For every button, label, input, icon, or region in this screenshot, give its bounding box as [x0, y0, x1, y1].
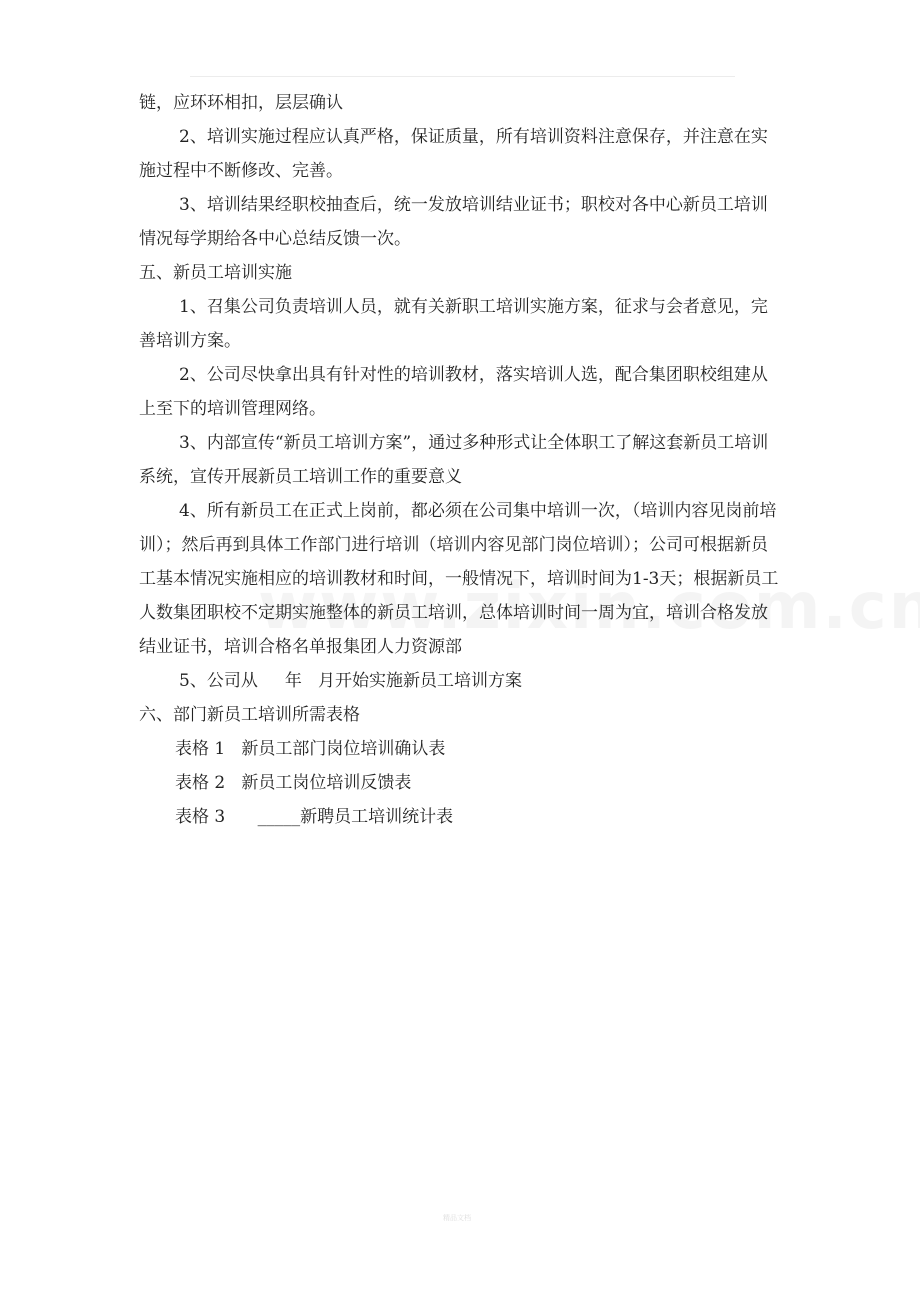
text-line: 2、公司尽快拿出具有针对性的培训教材，落实培训人选，配合集团职校组建从上至下的培训管理网络。	[139, 365, 768, 419]
table-reference: 表格 2 新员工岗位培训反馈表	[175, 773, 412, 793]
text-line: 链，应环环相扣，层层确认	[139, 93, 343, 113]
text-line: 4、所有新员工在正式上岗前，都必须在公司集中培训一次，（培训内容见岗前培训）；然后再到具体工作部门进行培训（培训内容见部门岗位培训）；公司可根据新员工基本情况实施相应的培训教材和时间，一般情况下，培训时间为1-3天；根据新员工人数集团职校不定期实施整体的新员工培训，总体培训时间一周为宜，培训合格发放结业证书，培训合格名单报集团人力资源部	[139, 501, 779, 657]
table-reference: 表格 3 _____新聘员工培训统计表	[175, 807, 454, 827]
table-reference: 表格 1 新员工部门岗位培训确认表	[175, 739, 446, 759]
document-body	[139, 86, 784, 834]
text-line: 3、培训结果经职校抽查后，统一发放培训结业证书；职校对各中心新员工培训情况每学期给各中心总结反馈一次。	[139, 195, 768, 249]
text-line: 1、召集公司负责培训人员，就有关新职工培训实施方案，征求与会者意见，完善培训方案。	[139, 297, 768, 351]
text-line: 3、内部宣传“新员工培训方案”，通过多种形式让全体职工了解这套新员工培训系统，宣传开展新员工培训工作的重要意义	[139, 433, 769, 487]
section-heading: 六、部门新员工培训所需表格	[139, 705, 360, 725]
header-rule	[190, 76, 735, 77]
footer-mark: 精品文档	[443, 1214, 471, 1222]
text-line: 5、公司从 年 月开始实施新员工培训方案	[179, 671, 523, 691]
text-line: 2、培训实施过程应认真严格，保证质量，所有培训资料注意保存，并注意在实施过程中不断修改、完善。	[139, 127, 768, 181]
section-heading: 五、新员工培训实施	[139, 263, 292, 283]
